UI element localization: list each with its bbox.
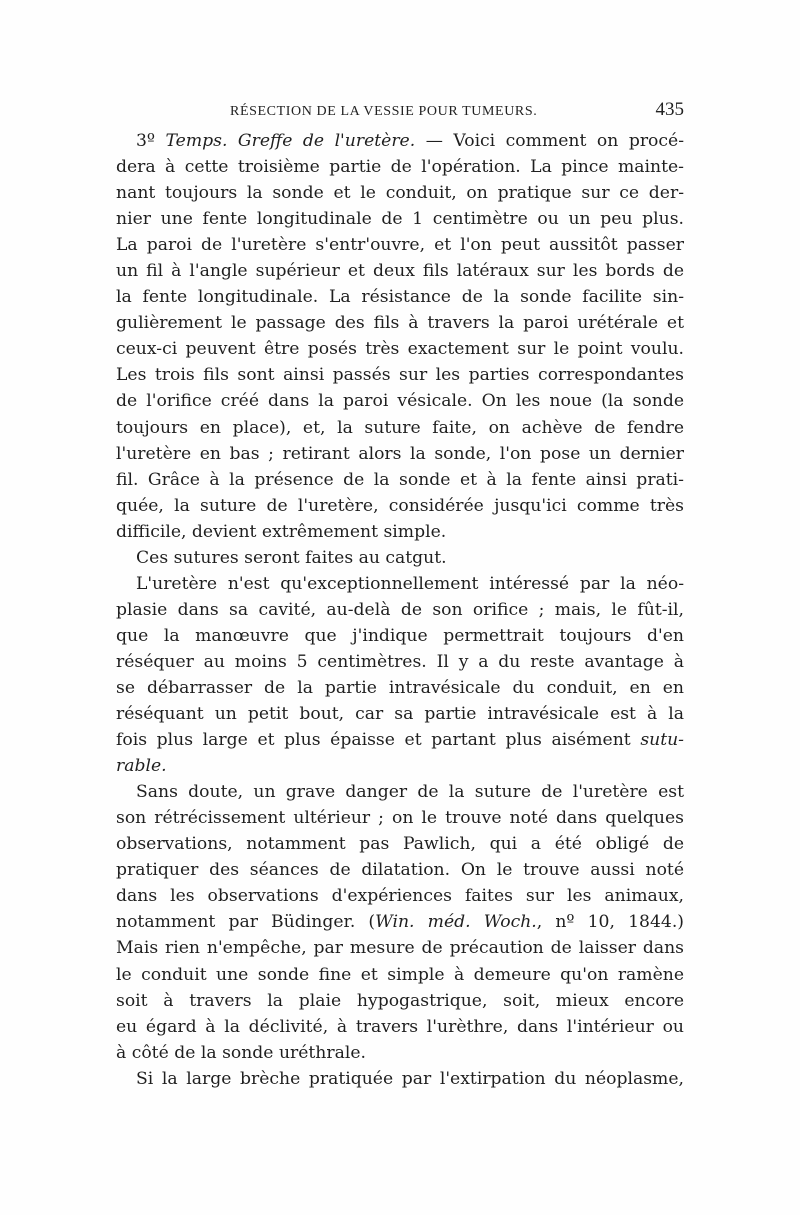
text-line: [116, 1040, 684, 1066]
text-line: [116, 857, 684, 883]
text-run: Mais rien n'empêche, par mesure de précaution de laisser dans: [116, 938, 684, 959]
text-run: un fil à l'angle supérieur et deux fils latéraux sur les bords de: [116, 261, 684, 282]
text-line: [116, 336, 684, 362]
text-run: à côté de la sonde uréthrale.: [116, 1042, 366, 1063]
text-line: [116, 1014, 684, 1040]
italic-text: Temps. Greffe de l'uretère.: [165, 131, 416, 151]
text-line: [116, 571, 684, 597]
text-run: pratiquer des séances de dilatation. On le trouve aussi noté: [116, 860, 684, 881]
text-line: [116, 753, 684, 779]
italic-text: sutu-: [640, 730, 684, 751]
text-line: [116, 597, 684, 623]
text-run: que la manœuvre que j'indique permettrait toujours d'en: [116, 625, 684, 646]
page-number: 435: [655, 99, 684, 120]
text-line: [116, 1066, 684, 1092]
text-run: fois plus large et plus épaisse et partant plus aisément: [116, 730, 641, 751]
text-line: [116, 415, 684, 441]
text-line: [116, 467, 684, 493]
body-text: [116, 128, 684, 1092]
text-run: l'uretère en bas ; retirant alors la sonde, l'on pose un dernier: [116, 443, 684, 464]
text-run: soit à travers la plaie hypogastrique, soit, mieux encore: [116, 990, 684, 1011]
text-run: fil. Grâce à la présence de la sonde et à la fente ainsi prati-: [116, 469, 684, 490]
text-run: dera à cette troisième partie de l'opération. La pince mainte-: [116, 157, 684, 178]
text-run: difficile, devient extrêmement simple.: [116, 521, 447, 542]
italic-text: rable.: [116, 756, 167, 777]
text-run: le conduit une sonde fine et simple à demeure qu'on ramène: [116, 964, 684, 985]
text-line: [116, 154, 684, 180]
italic-text: Win. méd. Woch.: [375, 912, 537, 933]
text-run: Si la large brèche pratiquée par l'extirpation du néoplasme,: [136, 1068, 684, 1089]
text-line: [116, 128, 684, 154]
text-run: de l'orifice créé dans la paroi vésicale. On les noue (la sonde: [116, 391, 684, 412]
text-line: [116, 258, 684, 284]
text-run: observations, notamment pas Pawlich, qui a été obligé de: [116, 834, 684, 855]
text-run: notamment par Büdinger. (: [116, 912, 376, 933]
text-line: [116, 310, 684, 336]
text-run: gulièrement le passage des fils à travers la paroi urétérale et: [116, 313, 684, 334]
text-run: La paroi de l'uretère s'entr'ouvre, et l'on peut aussitôt passer: [116, 235, 684, 256]
text-run: réséquant un petit bout, car sa partie intravésicale est à la: [116, 704, 684, 725]
text-run: 3º: [136, 131, 166, 151]
text-line: [116, 441, 684, 467]
text-line: [116, 232, 684, 258]
text-line: [116, 362, 684, 388]
text-run: eu égard à la déclivité, à travers l'urèthre, dans l'intérieur ou: [116, 1016, 684, 1037]
text-line: [116, 493, 684, 519]
text-line: [116, 805, 684, 831]
text-line: [116, 206, 684, 232]
text-line: [116, 962, 684, 988]
text-line: [116, 623, 684, 649]
text-line: [116, 388, 684, 414]
text-run: ceux-ci peuvent être posés très exactement sur le point voulu.: [116, 339, 684, 360]
text-line: [116, 727, 684, 753]
text-run: toujours en place), et, la suture faite, on achève de fendre: [116, 417, 684, 438]
text-line: [116, 988, 684, 1014]
text-line: [116, 701, 684, 727]
text-line: [116, 935, 684, 961]
text-run: nant toujours la sonde et le conduit, on pratique sur ce der-: [116, 183, 684, 204]
text-line: [116, 779, 684, 805]
text-line: [116, 883, 684, 909]
text-line: [116, 284, 684, 310]
text-line: [116, 909, 684, 935]
text-run: dans les observations d'expériences faites sur les animaux,: [116, 886, 684, 907]
text-line: [116, 519, 684, 545]
text-line: [116, 180, 684, 206]
text-run: quée, la suture de l'uretère, considérée jusqu'ici comme très: [116, 495, 684, 516]
text-run: Les trois fils sont ainsi passés sur les parties correspondantes: [116, 365, 684, 386]
text-line: [116, 675, 684, 701]
text-run: la fente longitudinale. La résistance de la sonde facilite sin-: [116, 287, 684, 308]
text-run: , nº 10, 1844.): [536, 912, 684, 933]
text-run: nier une fente longitudinale de 1 centimètre ou un peu plus.: [116, 209, 684, 230]
text-line: [116, 649, 684, 675]
text-line: [116, 831, 684, 857]
text-run: — Voici comment on procé-: [415, 131, 684, 151]
text-run: se débarrasser de la partie intravésicale du conduit, en en: [116, 677, 684, 698]
text-run: Sans doute, un grave danger de la suture de l'uretère est: [136, 782, 684, 803]
running-title: RÉSECTION DE LA VESSIE POUR TUMEURS.: [230, 104, 538, 119]
text-run: plasie dans sa cavité, au-delà de son orifice ; mais, le fût-il,: [116, 599, 684, 620]
text-run: L'uretère n'est qu'exceptionnellement intéressé par la néo-: [136, 573, 684, 594]
running-head: [116, 99, 684, 126]
text-run: Ces sutures seront faites au catgut.: [136, 547, 447, 568]
text-line: [116, 545, 684, 571]
text-run: son rétrécissement ultérieur ; on le trouve noté dans quelques: [116, 808, 684, 829]
text-run: réséquer au moins 5 centimètres. Il y a du reste avantage à: [116, 651, 684, 672]
